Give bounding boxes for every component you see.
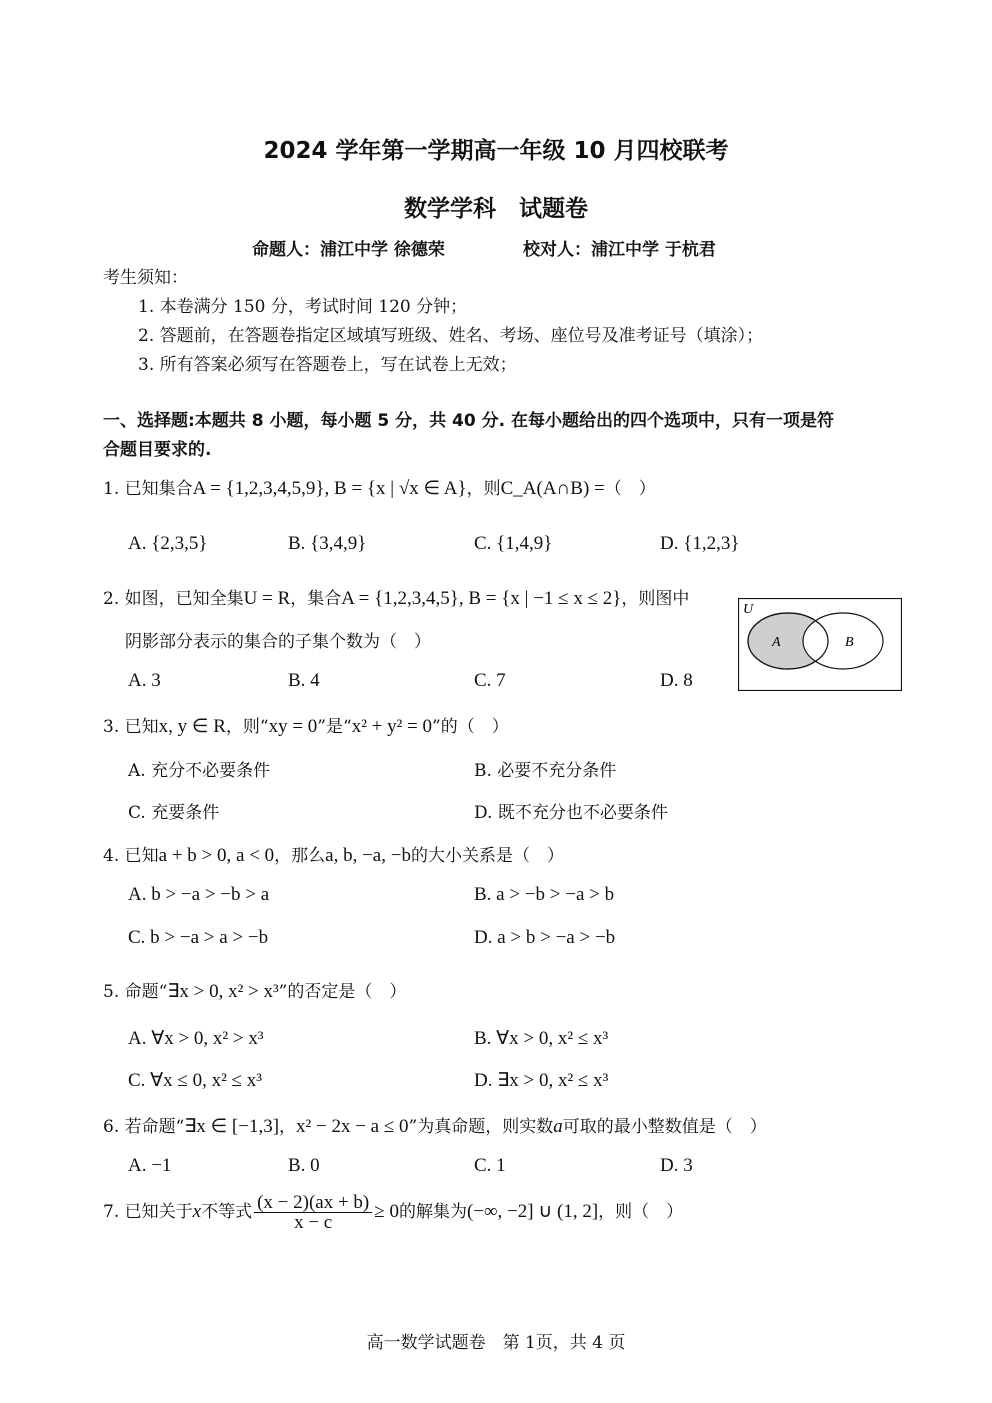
fraction-denominator: x − c (294, 1212, 333, 1233)
stem-text: 的大小关系是（ ） (410, 846, 564, 866)
q1-option-a[interactable]: A. {2,3,5} (128, 533, 208, 554)
q2-option-c[interactable]: C. 7 (474, 670, 506, 691)
question-4-stem (103, 841, 564, 867)
q5-option-c[interactable]: C. ∀x ≤ 0, x² ≤ x³ (128, 1070, 262, 1091)
math-expr: x (192, 1201, 202, 1222)
stem-text: ，则 (466, 479, 501, 499)
q2-option-d[interactable]: D. 8 (660, 670, 693, 691)
q5-option-a[interactable]: A. ∀x > 0, x² > x³ (128, 1028, 264, 1049)
q6-option-d[interactable]: D. 3 (660, 1155, 693, 1176)
q1-option-c[interactable]: C. {1,4,9} (474, 533, 553, 554)
stem-text: ，则图中 (621, 589, 690, 609)
stem-text: 若命题“ (124, 1117, 185, 1137)
stem-text: 的解集为 (398, 1202, 467, 1222)
q6-option-b[interactable]: B. 0 (288, 1155, 320, 1176)
stem-text: 已知 (124, 846, 159, 866)
stem-text: ”是“ (317, 717, 352, 737)
math-expr: a + b > 0, a < 0 (158, 845, 275, 866)
stem-text: 已知关于 (124, 1202, 193, 1222)
fraction (254, 1193, 372, 1232)
q5-option-b[interactable]: B. ∀x > 0, x² ≤ x³ (474, 1028, 609, 1049)
question-number: 2. (103, 589, 120, 609)
question-3-stem (103, 712, 509, 738)
math-expr: a (553, 1116, 563, 1137)
math-expr: A = {1,2,3,4,5}, B = {x | −1 ≤ x ≤ 2} (341, 588, 622, 609)
section-heading-line2: 合题目要求的. (103, 440, 212, 460)
question-number: 3. (103, 717, 120, 737)
question-number: 5. (103, 982, 120, 1002)
question-5-stem (103, 977, 406, 1003)
q4-option-d[interactable]: D. a > b > −a > −b (474, 927, 616, 948)
math-expr: x² + y² = 0 (351, 716, 433, 737)
stem-text: 不等式 (201, 1202, 253, 1222)
stem-text: ，则（ ） (598, 1202, 684, 1222)
notice-heading: 考生须知： (103, 268, 188, 288)
stem-text: 如图，已知全集 (124, 589, 244, 609)
q4-option-b[interactable]: B. a > −b > −a > b (474, 884, 615, 905)
question-1-stem (103, 474, 656, 500)
notice-item-2: 2. 答题前，在答题卷指定区域填写班级、姓名、考场、座位号及准考证号（填涂）； (138, 326, 764, 346)
fraction-numerator: (x − 2)(ax + b) (254, 1193, 372, 1213)
q3-option-a[interactable]: A. 充分不必要条件 (128, 761, 271, 781)
section-heading-line1: 一、选择题:本题共 8 小题，每小题 5 分，共 40 分. 在每小题给出的四个选项中，只有一项是符 (103, 411, 834, 431)
stem-text: ，集合 (290, 589, 342, 609)
math-expr: ∃x ∈ [−1,3] (184, 1116, 280, 1137)
stem-text: 已知集合 (124, 479, 193, 499)
math-expr: A = {1,2,3,4,5,9}, B = {x | √x ∈ A} (192, 478, 467, 499)
question-number: 7. (103, 1202, 120, 1222)
question-number: 1. (103, 479, 120, 499)
notice-item-3: 3. 所有答案必须写在答题卷上，写在试卷上无效； (138, 355, 517, 375)
q4-option-c[interactable]: C. b > −a > a > −b (128, 927, 269, 948)
question-2-stem (103, 584, 689, 610)
question-number: 6. (103, 1117, 120, 1137)
question-number: 4. (103, 846, 120, 866)
question-6-stem (103, 1112, 767, 1138)
stem-text: ”为真命题，则实数 (408, 1117, 554, 1137)
author-line: 命题人：浦江中学 徐德荣 (252, 240, 445, 260)
stem-text: （ ） (604, 479, 656, 499)
q5-option-d[interactable]: D. ∃x > 0, x² ≤ x³ (474, 1070, 609, 1091)
q4-option-a[interactable]: A. b > −a > −b > a (128, 884, 270, 905)
exam-subtitle: 数学学科 试题卷 (404, 196, 588, 222)
u-label: U (743, 602, 754, 617)
q2-option-b[interactable]: B. 4 (288, 670, 320, 691)
b-label: B (845, 635, 854, 650)
math-expr: a, b, −a, −b (325, 845, 411, 866)
math-expr: ≥ 0 (374, 1201, 399, 1222)
exam-title: 2024 学年第一学期高一年级 10 月四校联考 (263, 138, 729, 164)
stem-text: ，那么 (274, 846, 326, 866)
q1-option-b[interactable]: B. {3,4,9} (288, 533, 367, 554)
math-expr: C_A(A∩B) = (500, 478, 605, 499)
question-7-stem (103, 1193, 683, 1232)
stem-text: ”的（ ） (432, 717, 509, 737)
a-label: A (772, 635, 781, 650)
q6-option-a[interactable]: A. −1 (128, 1155, 172, 1176)
q3-option-c[interactable]: C. 充要条件 (128, 803, 220, 823)
q2-option-a[interactable]: A. 3 (128, 670, 161, 691)
math-expr: xy = 0 (268, 716, 318, 737)
venn-diagram (738, 598, 902, 691)
math-expr: x² − 2x − a ≤ 0 (296, 1116, 409, 1137)
stem-text: ”的否定是（ ） (278, 982, 407, 1002)
q3-option-d[interactable]: D. 既不充分也不必要条件 (474, 803, 668, 823)
stem-text: 命题“ (124, 982, 168, 1002)
notice-item-1: 1. 本卷满分 150 分，考试时间 120 分钟； (138, 297, 468, 317)
q3-option-b[interactable]: B. 必要不充分条件 (474, 761, 617, 781)
stem-text: ， (279, 1117, 297, 1137)
reviewer-line: 校对人：浦江中学 于杭君 (523, 240, 716, 260)
math-expr: x, y ∈ R (158, 716, 226, 737)
math-expr: (−∞, −2] ∪ (1, 2] (466, 1201, 599, 1222)
math-expr: ∃x > 0, x² > x³ (167, 981, 279, 1002)
stem-text: 可取的最小整数值是（ ） (562, 1117, 767, 1137)
page-footer: 高一数学试题卷 第 1页，共 4 页 (366, 1333, 626, 1353)
stem-text: 已知 (124, 717, 159, 737)
q1-option-d[interactable]: D. {1,2,3} (660, 533, 740, 554)
math-expr: U = R (243, 588, 291, 609)
stem-text: ，则“ (225, 717, 269, 737)
q6-option-c[interactable]: C. 1 (474, 1155, 506, 1176)
question-2-stem-line2: 阴影部分表示的集合的子集个数为（ ） (125, 632, 431, 652)
